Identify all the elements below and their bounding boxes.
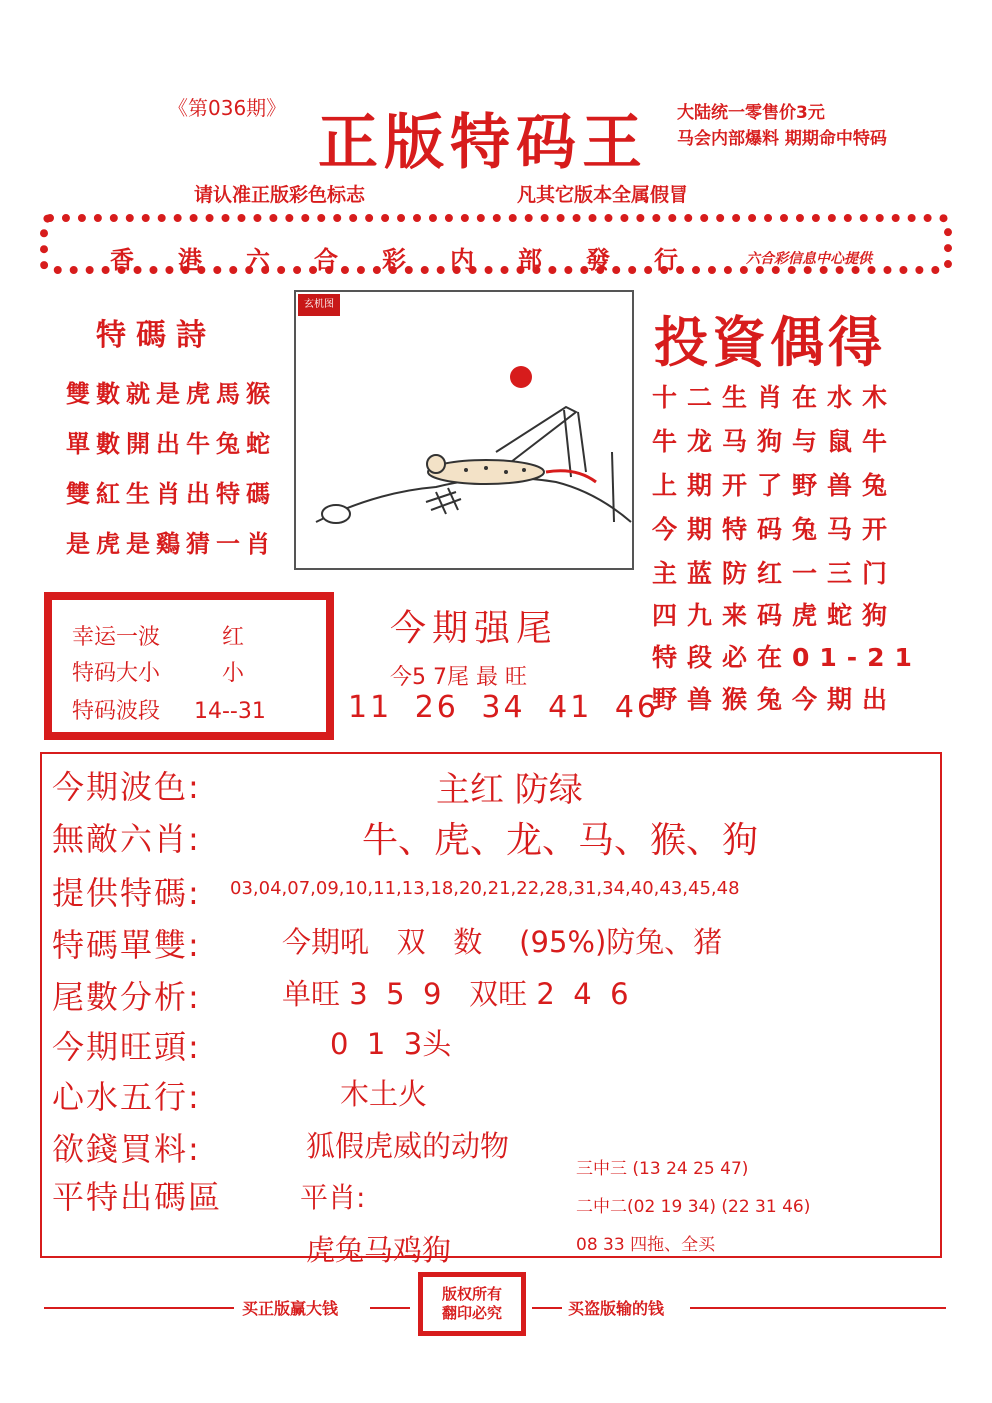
info-row [72, 694, 266, 725]
tagline-text: 马会内部爆料 期期命中特码 [677, 129, 887, 149]
row-label: 提供特碼: [52, 874, 201, 912]
info-value: 红 [222, 625, 245, 650]
six-zodiac-value: 牛、虎、龙、马、猴、狗 [362, 820, 759, 861]
head-value: 0 1 3头 [330, 1027, 452, 1061]
footer-divider [690, 1307, 946, 1309]
combo-line: 二中二(02 19 34) (22 31 46) [576, 1197, 811, 1217]
footer-divider [532, 1307, 562, 1309]
invest-title: 投資偶得 [654, 311, 886, 374]
info-value: 小 [222, 661, 245, 686]
copyright-box [418, 1272, 526, 1336]
poem-line: 單數開出牛兔蛇 [66, 430, 276, 458]
invest-line: 主蓝防红一三门 [652, 559, 898, 588]
poem-title: 特碼詩 [96, 318, 216, 353]
strong-tail-numbers: 11 26 34 41 46 [348, 690, 660, 725]
footer-divider [44, 1307, 234, 1309]
price-info [677, 100, 887, 152]
poem-line: 雙紅生肖出特碼 [66, 480, 276, 508]
cheetah-illustration [296, 292, 632, 568]
picture-stamp: 玄机图 [298, 294, 340, 316]
invest-line: 特段必在01-21 [652, 643, 922, 672]
row-label: 今期波色: [52, 768, 201, 806]
footer-divider [370, 1307, 410, 1309]
flat-zodiac-value: 虎兔马鸡狗 [306, 1233, 452, 1267]
combo-line: 08 33 四拖、全买 [576, 1235, 716, 1255]
info-row [72, 656, 244, 687]
info-label: 幸运一波 [72, 625, 161, 650]
row-label: 今期旺頭: [52, 1028, 201, 1066]
row-label: 心水五行: [52, 1078, 201, 1116]
info-value: 14--31 [194, 699, 266, 724]
row-label: 特碼單雙: [52, 926, 201, 964]
invest-line: 野兽猴兔今期出 [652, 685, 898, 714]
info-label: 特码大小 [72, 661, 161, 686]
invest-line: 牛龙马狗与鼠牛 [652, 427, 898, 456]
price-text: 大陆统一零售价3元 [677, 103, 825, 123]
row-label: 欲錢買料: [52, 1130, 201, 1168]
copyright-line: 版权所有 [441, 1285, 502, 1303]
footer-right-slogan: 买盗版输的钱 [568, 1299, 665, 1318]
page-title: 正版特码王 [318, 108, 648, 178]
issue-number: 《第036期》 [168, 96, 287, 120]
row-label: 尾數分析: [52, 978, 201, 1016]
wave-color-value: 主红 防绿 [436, 770, 583, 810]
invest-line: 上期开了野兽兔 [652, 471, 898, 500]
row-label: 無敵六肖: [52, 820, 201, 858]
five-elements-value: 木土火 [340, 1077, 428, 1111]
tail-analysis-value: 单旺 3 5 9 双旺 2 4 6 [282, 977, 629, 1011]
authenticity-note: 请认准正版彩色标志 [194, 184, 366, 206]
poem-line: 雙數就是虎馬猴 [66, 380, 276, 408]
banner-title: 香港六合彩内部發行 [110, 246, 722, 274]
copyright-line: 翻印必究 [441, 1304, 502, 1322]
strong-tail-title: 今期强尾 [390, 608, 559, 649]
invest-line: 今期特码兔马开 [652, 515, 898, 544]
info-label: 特码波段 [72, 699, 161, 724]
special-numbers-value: 03,04,07,09,10,11,13,18,20,21,22,28,31,34,40,43,45,48 [230, 878, 740, 899]
counterfeit-note: 凡其它版本全属假冒 [517, 184, 689, 206]
red-sun [510, 366, 532, 388]
invest-line: 四九来码虎蛇狗 [652, 601, 898, 630]
info-row [72, 620, 244, 651]
small-cat [322, 505, 350, 523]
odd-even-value: 今期吼 双 数 (95%)防兔、猪 [282, 925, 723, 959]
invest-line: 十二生肖在水木 [652, 383, 898, 412]
poem-line: 是虎是鷄猜一肖 [66, 530, 276, 558]
buy-hint-value: 狐假虎威的动物 [306, 1129, 510, 1163]
row-label: 平特出碼區 [52, 1178, 223, 1216]
combo-line: 三中三 (13 24 25 47) [576, 1159, 749, 1179]
footer-left-slogan: 买正版赢大钱 [242, 1299, 339, 1318]
riddle-picture [294, 290, 634, 570]
flat-zodiac-label: 平肖: [300, 1181, 366, 1214]
combo-picks [576, 1150, 810, 1264]
strong-tail-sub: 今5 7尾 最 旺 [390, 665, 527, 690]
banner-credit: 六合彩信息中心提供 [746, 251, 872, 267]
